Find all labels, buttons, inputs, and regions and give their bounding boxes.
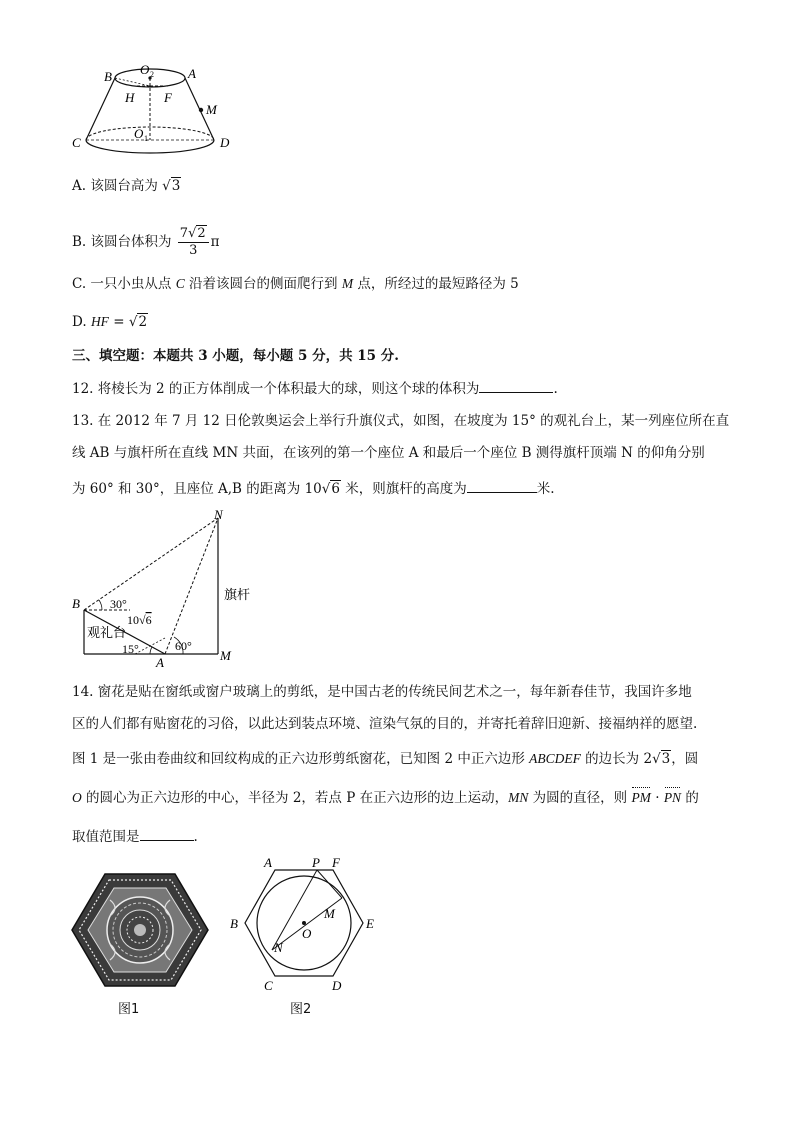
question-14-line-5: 取值范围是 . <box>72 826 198 847</box>
question-14-line-4: O 的圆心为正六边形的中心，半径为 2，若点 P 在正六边形的边上运动，MN 为圆的直径，则 PM · PN 的 <box>72 790 699 806</box>
flag-label-n: N <box>214 508 223 522</box>
question-14-line-1: 14. 窗花是贴在窗纸或窗户玻璃上的剪纸，是中国古老的传统民间艺术之一，每年新春佳节，我国许多地 <box>72 684 692 700</box>
flag-label-b: B <box>72 596 80 611</box>
answer-blank-12[interactable] <box>479 378 553 393</box>
frustum-label-b: B <box>104 69 112 84</box>
figure-2-caption: 图2 <box>290 1002 312 1017</box>
frustum-label-d: D <box>220 135 230 150</box>
frustum-figure <box>70 62 250 157</box>
flag-pole-label: 旗杆 <box>224 587 251 602</box>
flag-distance: 10√6 <box>127 613 152 627</box>
frustum-label-f: F <box>164 90 172 105</box>
question-14-line-3: 图 1 是一张由卷曲纹和回纹构成的正六边形剪纸窗花，已知图 2 中正六边形 ABCDEF 的边长为 2√3，圆 <box>72 751 699 767</box>
frustum-label-o1-sub: 1 <box>144 134 148 143</box>
frustum-label-h: H <box>125 90 135 105</box>
answer-blank-14[interactable] <box>140 826 194 841</box>
question-13-line-1: 13. 在 2012 年 7 月 12 日伦敦奥运会上举行升旗仪式，如图，在坡度为 15° 的观礼台上，某一列座位所在直 <box>72 413 730 429</box>
question-12: 12. 将棱长为 2 的正方体削成一个体积最大的球，则这个球的体积为 . <box>72 378 558 399</box>
frustum-label-a: A <box>188 66 196 81</box>
option-b-fraction: $\frac{7√2}{3}$ <box>178 226 209 259</box>
question-13-line-3: 为 60° 和 30°，且座位 A,B 的距离为 10√6 米，则旗杆的高度为 米. <box>72 478 555 499</box>
question-13-line-2: 线 AB 与旗杆所在直线 MN 共面，在该列的第一个座位 A 和最后一个座位 B 测得旗杆顶端 N 的仰角分别 <box>72 445 705 461</box>
frustum-label-c: C <box>72 135 81 150</box>
option-d: D. HF = √2 <box>72 314 148 330</box>
flag-angle-30: 30° <box>110 597 127 611</box>
option-c: C. 一只小虫从点 C 沿着该圆台的侧面爬行到 M 点，所经过的最短路径为 5 <box>72 276 519 292</box>
hex-label-o: O <box>302 926 312 941</box>
hex-label-e: E <box>366 916 374 931</box>
figure-1-caption: 图1 <box>118 1002 140 1017</box>
hex-label-a: A <box>264 855 272 870</box>
answer-blank-13[interactable] <box>467 478 537 493</box>
section-heading: 三、填空题：本题共 3 小题，每小题 5 分，共 15 分. <box>72 348 399 364</box>
hex-label-p: P <box>312 855 320 870</box>
option-a: A. 该圆台高为 √3 <box>72 178 181 194</box>
frustum-label-m: M <box>206 102 217 117</box>
hex-label-b: B <box>230 916 238 931</box>
flag-label-a: A <box>156 655 164 668</box>
hex-label-n: N <box>274 940 283 955</box>
hex-label-c: C <box>264 978 273 993</box>
option-b: B. 该圆台体积为 $\frac{7√2}{3}$ π <box>72 226 220 258</box>
frustum-label-o1: O <box>134 126 144 141</box>
flag-angle-15: 15° <box>122 642 139 656</box>
frustum-label-o2-sub: 2 <box>150 70 154 79</box>
option-a-value: 3 <box>171 178 181 194</box>
flag-angle-60: 60° <box>175 639 192 653</box>
hex-label-m: M <box>324 906 335 921</box>
hexagon-circle-figure <box>222 852 382 997</box>
question-14-line-2: 区的人们都有贴窗花的习俗，以此达到装点环境、渲染气氛的目的，并寄托着辞旧迎新、接福纳祥的愿望. <box>72 716 698 732</box>
papercut-hexagon-figure <box>70 870 210 995</box>
flag-label-m: M <box>220 648 231 663</box>
frustum-label-o2: O <box>140 62 150 77</box>
hex-label-f: F <box>332 855 340 870</box>
flagpole-figure <box>70 508 270 668</box>
hex-label-d: D <box>332 978 342 993</box>
flag-platform-label: 观礼台 <box>87 625 127 640</box>
